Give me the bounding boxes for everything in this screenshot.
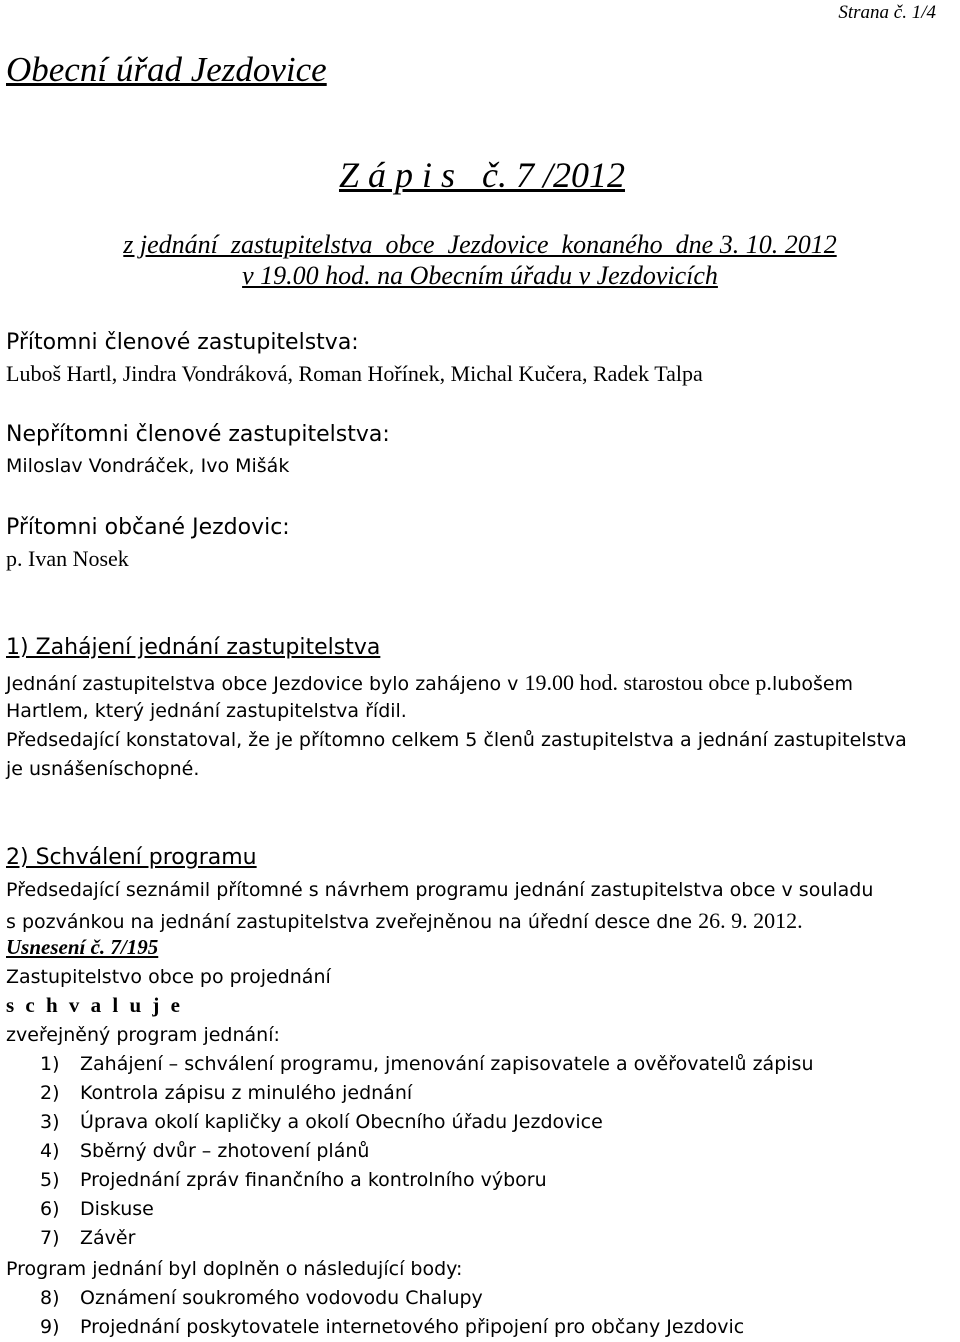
added-item-text: Oznámení soukromého vodovodu Chalupy — [80, 1287, 483, 1309]
subtitle-line-2: v 19.00 hod. na Obecním úřadu v Jezdovicích — [242, 261, 718, 290]
program-item-num: 2) — [40, 1082, 60, 1104]
present-heading: Přítomni členové zastupitelstva: — [6, 330, 359, 355]
resolution-intro: Zastupitelstvo obce po projednání — [6, 966, 331, 988]
program-item — [40, 1111, 603, 1133]
document-title-text: Z á p i s č. 7 /2012 — [338, 155, 625, 195]
added-item-text: Projednání poskytovatele internetového připojení pro občany Jezdovic — [80, 1316, 745, 1338]
section-1-line-3: Předsedající konstatoval, že je přítomno celkem 5 členů zastupitelstva a jednání zastupitelstva — [6, 729, 907, 751]
section-1-line-1b: 19.00 hod. starostou obce p. — [524, 670, 772, 695]
program-item — [40, 1053, 814, 1075]
approves-text: s c h v a l u j e — [6, 993, 183, 1017]
program-item-text: Projednání zpráv finančního a kontrolního výboru — [80, 1169, 547, 1191]
document-title — [0, 154, 960, 196]
section-1-line-1c: lubošem — [771, 673, 854, 695]
program-item-num: 7) — [40, 1227, 60, 1249]
added-intro: Program jednání byl doplněn o následující body: — [6, 1258, 463, 1280]
program-item — [40, 1140, 369, 1162]
program-item-text: Diskuse — [80, 1198, 154, 1220]
added-item — [40, 1316, 744, 1338]
section-2-line-2 — [6, 908, 803, 934]
program-item-num: 5) — [40, 1169, 60, 1191]
program-item-text: Úprava okolí kapličky a okolí Obecního úřadu Jezdovice — [80, 1111, 603, 1133]
section-1-line-2: Hartlem, který jednání zastupitelstva řídil. — [6, 700, 407, 722]
program-item-num: 4) — [40, 1140, 60, 1162]
program-item — [40, 1227, 135, 1249]
absent-heading: Nepřítomni členové zastupitelstva: — [6, 422, 390, 447]
program-intro: zveřejněný program jednání: — [6, 1024, 280, 1046]
section-2-line-1: Předsedající seznámil přítomné s návrhem programu jednání zastupitelstva obce v souladu — [6, 879, 874, 901]
subtitle-line-1: z jednání zastupitelstva obce Jezdovice konaného dne 3. 10. 2012 — [123, 230, 837, 259]
citizens-heading: Přítomni občané Jezdovic: — [6, 515, 290, 540]
program-item — [40, 1198, 154, 1220]
section-2-line-2a: s pozvánkou na jednání zastupitelstva zveřejněnou na úřední desce dne — [6, 911, 699, 933]
added-item-num: 8) — [40, 1287, 60, 1309]
program-item-num: 3) — [40, 1111, 60, 1133]
resolution-number: Usnesení č. 7/195 — [6, 935, 159, 959]
section-1-line-4: je usnášeníschopné. — [6, 758, 200, 780]
program-item-num: 1) — [40, 1053, 60, 1075]
absent-members: Miloslav Vondráček, Ivo Mišák — [6, 455, 290, 477]
program-item-text: Sběrný dvůr – zhotovení plánů — [80, 1140, 370, 1162]
organization-name: Obecní úřad Jezdovice — [6, 50, 327, 89]
section-1-line-1a: Jednání zastupitelstva obce Jezdovice bylo zahájeno v — [6, 673, 525, 695]
program-item-num: 6) — [40, 1198, 60, 1220]
present-members: Luboš Hartl, Jindra Vondráková, Roman Hořínek, Michal Kučera, Radek Talpa — [6, 361, 703, 386]
section-2-heading: 2) Schválení programu — [6, 845, 257, 870]
program-item — [40, 1169, 547, 1191]
added-item — [40, 1287, 483, 1309]
program-item-text: Kontrola zápisu z minulého jednání — [80, 1082, 413, 1104]
section-1-line-1 — [6, 670, 853, 696]
section-1-heading: 1) Zahájení jednání zastupitelstva — [6, 635, 381, 660]
added-item-num: 9) — [40, 1316, 60, 1338]
section-2-line-2b: 26. 9. 2012. — [698, 908, 803, 933]
page-number: Strana č. 1/4 — [838, 2, 936, 23]
program-item-text: Zahájení – schválení programu, jmenování zapisovatele a ověřovatelů zápisu — [80, 1053, 814, 1075]
program-item-text: Závěr — [80, 1227, 136, 1249]
program-item — [40, 1082, 412, 1104]
citizens-list: p. Ivan Nosek — [6, 546, 129, 571]
